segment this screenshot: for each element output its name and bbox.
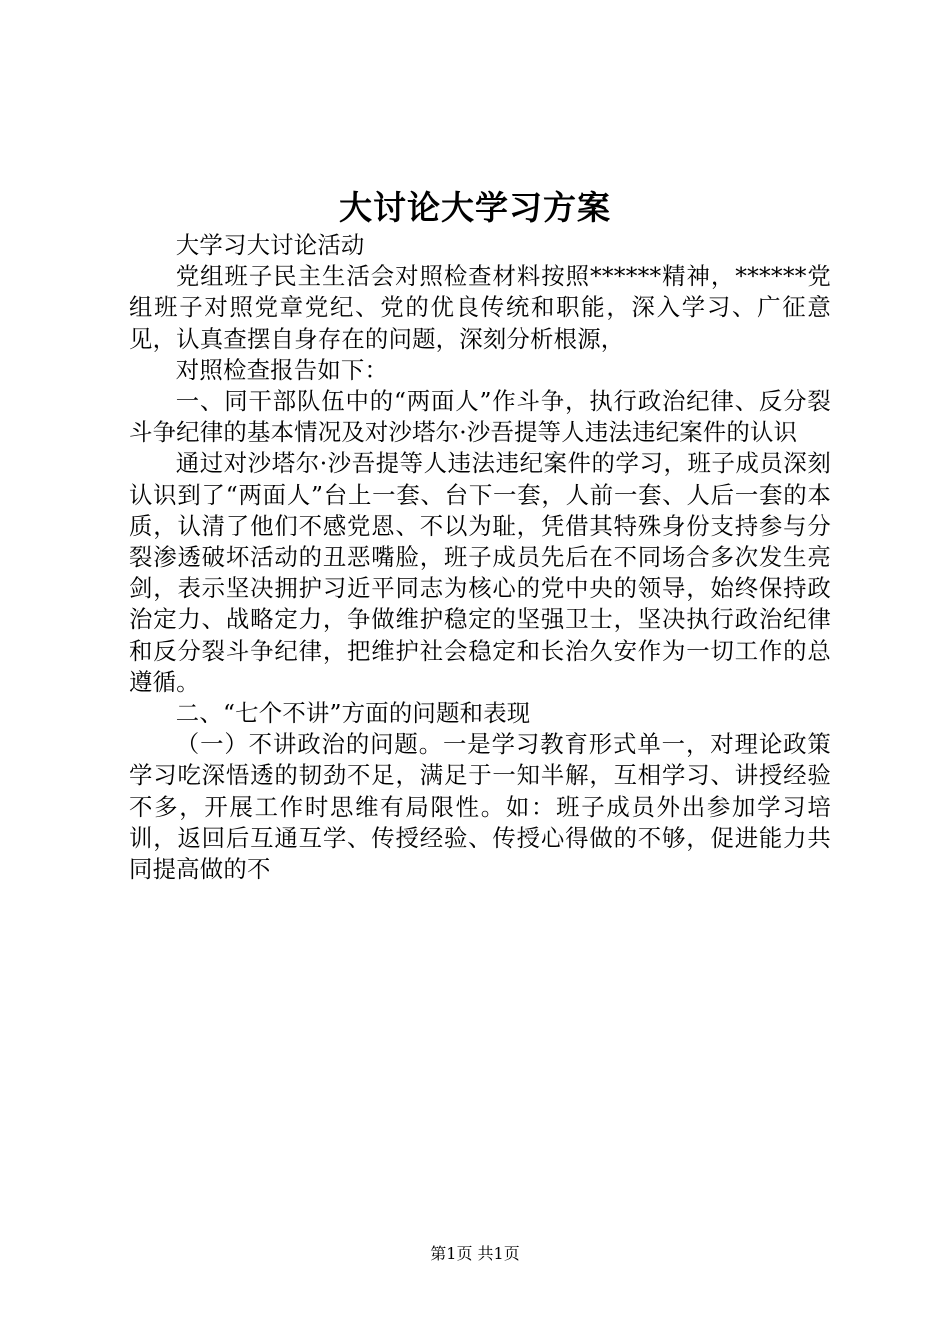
- paragraph-activity: 大学习大讨论活动: [175, 231, 365, 259]
- paragraph-section-one-body: 通过对沙塔尔·沙吾提等人违法违纪案件的学习，班子成员深刻认识到了“两面人”台上一套、台下一套，人前一套、人后一套的本质，认清了他们不感党恩、不以为耻，凭借其特殊身份支持参与分裂渗透破坏活动的丑恶嘴脸，班子成员先后在不同场合多次发生亮剑，表示坚决拥护习近平同志为核心的党中央的领导，始终保持政治定力、战略定力，争做维护稳定的坚强卫士，坚决执行政治纪律和反分裂斗争纪律，把维护社会稳定和长治久安作为一切工作的总遵循。: [129, 449, 831, 696]
- paragraph-section-two-heading: 二、“七个不讲”方面的问题和表现: [175, 699, 531, 728]
- paragraph-section-one-heading: 一、同干部队伍中的“两面人”作斗争，执行政治纪律、反分裂斗争纪律的基本情况及对沙塔尔·沙吾提等人违法违纪案件的认识: [129, 387, 831, 447]
- document-title: 大讨论大学习方案: [339, 188, 611, 227]
- paragraph-intro: 党组班子民主生活会对照检查材料按照******精神，******党组班子对照党章党纪、党的优良传统和职能，深入学习、广征意见，认真查摆自身存在的问题，深刻分析根源，: [129, 262, 831, 353]
- paragraph-report-lead: 对照检查报告如下：: [175, 355, 389, 384]
- document-body: [129, 230, 831, 885]
- paragraph-section-two-body: （一）不讲政治的问题。一是学习教育形式单一，对理论政策学习吃深悟透的韧劲不足，满足于一知半解，互相学习、讲授经验不多，开展工作时思维有局限性。如：班子成员外出参加学习培训，返回后互通互学、传授经验、传授心得做的不够，促进能力共同提高做的不: [129, 730, 831, 884]
- page-footer: 第1页 共1页: [430, 1244, 520, 1263]
